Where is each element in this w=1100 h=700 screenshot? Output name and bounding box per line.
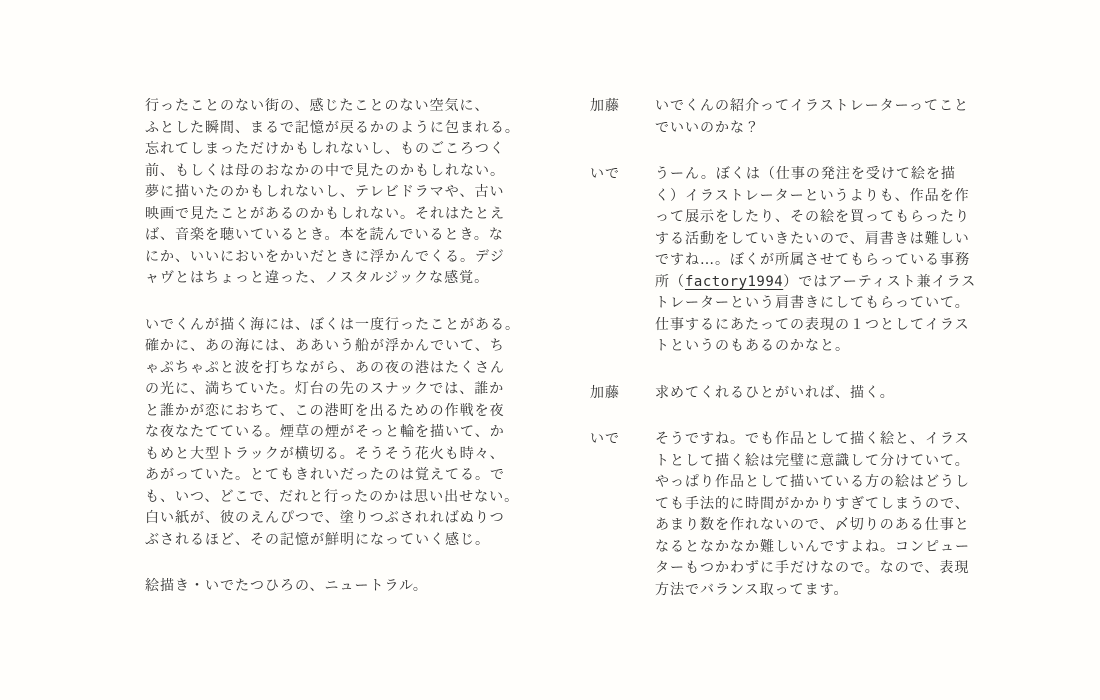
text-segment: 所（ (655, 273, 685, 290)
text-line: と誰かが恋におちて、この港町を出るための作戦を夜 (145, 402, 505, 419)
essay-paragraph (145, 576, 505, 598)
dialogue-block (590, 383, 975, 405)
dialogue-lines (655, 96, 975, 139)
text-line: ですね…。ぼくが所属させてもらっている事務 (655, 252, 970, 268)
text-line: 確かに、あの海には、ああいう船が浮かんでいて、ち (145, 338, 505, 354)
text-line: やっぱり作品として描いている方の絵はどうし (655, 474, 970, 490)
text-line: ふとした瞬間、まるで記憶が戻るかのように包まれる。 (145, 119, 520, 136)
text-line: でいいのかな？ (655, 119, 760, 136)
text-line: も、いつ、どこで、だれと行ったのかは思い出せない。 (145, 488, 520, 505)
text-line: く）イラストレーターというよりも、作品を作 (655, 187, 970, 204)
text-line: 夢に描いたのかもしれないし、テレビドラマや、古い (145, 184, 505, 200)
text-line: 忘れてしまっただけかもしれないし、ものごころつく (145, 141, 505, 157)
speaker-label: 加藤 (590, 98, 620, 114)
text-line: 映画で見たことがあるのかもしれない。それはたとえ (145, 205, 505, 222)
dialogue-lines (655, 164, 976, 358)
text-line: 前、もしくは母のおなかの中で見たのかもしれない。 (145, 162, 505, 179)
text-line: いでくんが描く海には、ぼくは一度行ったことがある。 (145, 316, 520, 333)
dialogue-block (590, 164, 975, 358)
text-line: あまり数を作れないので、〆切りのある仕事と (655, 517, 970, 533)
text-line: 方法でバランス取ってます。 (655, 581, 849, 598)
text-line (655, 272, 976, 294)
text-line: ぶされるほど、その記憶が鮮明になっていく感じ。 (145, 531, 490, 548)
dialogue-lines (655, 429, 975, 601)
text-line: 白い紙が、彼のえんぴつで、塗りつぶされればぬりつ (145, 510, 505, 526)
text-line: もめと大型トラックが横切る。そうそう花火も時々、 (145, 445, 505, 462)
text-line: なるとなかなか難しいんですよね。コンピュー (655, 538, 970, 555)
speaker-label: いで (590, 166, 620, 182)
text-line: な夜なたてている。煙草の煙がそっと輪を描いて、か (145, 424, 505, 440)
text-line: そうですね。でも作品として描く絵と、イラス (655, 431, 970, 447)
dialogue-block (590, 429, 975, 601)
text-line: ャヴとはちょっと違った、ノスタルジックな感覚。 (145, 270, 490, 286)
text-line: トというのもあるのかなと。 (655, 338, 850, 354)
text-line: ば、音楽を聴いているとき。本を読んでいるとき。な (145, 227, 504, 243)
text-line: いでくんの紹介ってイラストレーターってこと (655, 98, 970, 114)
text-line: ターもつかわずに手だけなので。なので、表現 (655, 560, 970, 576)
text-line: あがっていた。とてもきれいだったのは覚えてる。で (145, 467, 505, 483)
text-line: うーん。ぼくは（仕事の発注を受けて絵を描 (655, 166, 956, 182)
text-line: 求めてくれるひとがいれば、描く。 (655, 384, 895, 401)
text-line: ゃぷちゃぷと波を打ちながら、あの夜の港はたくさん (145, 359, 505, 376)
text-line: トとして描く絵は完璧に意識して分けていて。 (655, 452, 970, 469)
factory1994-link[interactable]: factory1994 (685, 273, 784, 290)
text-line: 行ったことのない街の、感じたことのない空気に、 (145, 98, 490, 114)
dialogue-block (590, 96, 975, 139)
dialogue-lines (655, 383, 975, 405)
text-line: の光に、満ちていた。灯台の先のスナックでは、誰か (145, 381, 505, 397)
text-line: 絵描き・いでたつひろの、ニュートラル。 (145, 578, 428, 594)
text-segment: ）ではアーティスト兼イラス (783, 273, 977, 290)
text-line: 仕事するにあたっての表現の１つとしてイラス (655, 316, 970, 333)
speaker-label: いで (590, 431, 620, 447)
text-line: トレーターという肩書きにしてもらっていて。 (655, 295, 970, 311)
text-line: にか、いいにおいをかいだときに浮かんでくる。デジ (145, 248, 505, 265)
text-line: する活動をしていきたいので、肩書きは難しい (655, 230, 970, 247)
speaker-label: 加藤 (590, 384, 620, 401)
text-line: って展示をしたり、その絵を買ってもらったり (655, 209, 970, 225)
essay-column (145, 96, 520, 598)
interview-column (590, 96, 975, 601)
essay-paragraph (145, 96, 520, 290)
essay-paragraph (145, 315, 520, 552)
text-line: ても手法的に時間がかかりすぎてしまうので、 (655, 495, 970, 512)
